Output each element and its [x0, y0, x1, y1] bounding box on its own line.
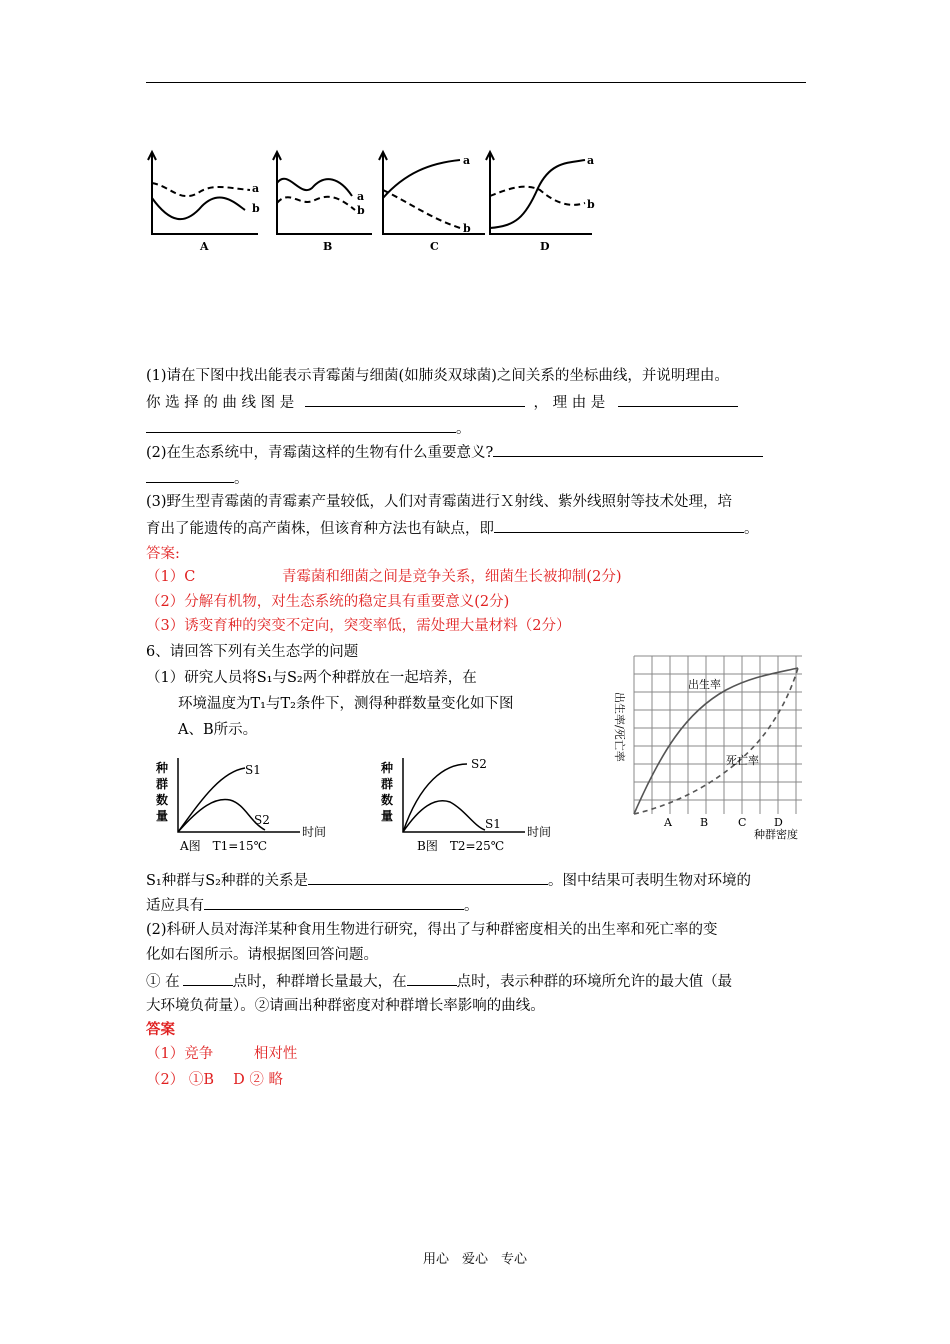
period: 。	[744, 521, 759, 537]
graph-a-y4: 量	[156, 809, 169, 823]
q5-p3-text: 育出了能遗传的高产菌株，但该育种方法也有缺点，即	[146, 521, 494, 537]
graph-b	[375, 752, 575, 860]
graph-a	[150, 752, 350, 860]
four-panel-curve-figure	[140, 148, 600, 258]
q6-s-line2	[146, 895, 479, 916]
birth-death-grid-chart	[606, 652, 816, 857]
q6-capacity-blank[interactable]	[407, 971, 457, 986]
curve-label-a-D: a	[587, 154, 595, 167]
graph-b-x-label: 时间	[527, 825, 552, 839]
graph-b-y3: 数	[381, 793, 394, 807]
q6-p2-line4: 大环境负荷量）。②请画出种群密度对种群增长率影响的曲线。	[146, 998, 545, 1014]
q5-p2-text: (2)在生态系统中，青霉菌这样的生物有什么重要意义?	[146, 445, 494, 461]
q6-relation-tail: 。图中结果可表明生物对环境的	[548, 873, 751, 889]
curve-label-a-B: a	[357, 190, 365, 203]
graph-a-y2: 群	[156, 777, 169, 791]
q6-p2-line1: (2)科研人员对海洋某种食用生物进行研究，得出了与种群密度相关的出生率和死亡率的变	[146, 922, 718, 938]
q6-p1-line1: （1）研究人员将S₁与S₂两个种群放在一起培养，在	[146, 670, 477, 686]
q5-p2-blank[interactable]	[493, 442, 763, 457]
graph-a-s1: S1	[245, 763, 261, 777]
q6-p2-mid: 点时，种群增长量最大，在	[232, 974, 407, 990]
q6-title: 6、请回答下列有关生态学的问题	[146, 644, 359, 660]
q5-p2-blank-cont[interactable]	[146, 468, 234, 483]
q6-max-growth-blank[interactable]	[183, 971, 233, 986]
q5-p2-line2	[146, 468, 249, 489]
graph-a-x-label: 时间	[302, 825, 327, 839]
q6-relation-blank[interactable]	[308, 870, 548, 885]
panel-label-d: D	[540, 240, 550, 253]
graph-b-y1: 种	[381, 761, 394, 775]
q6-adapt-blank[interactable]	[204, 895, 464, 910]
q5-answer-1	[146, 567, 621, 587]
curve-label-b-C: b	[463, 222, 471, 235]
period: 。	[464, 898, 479, 914]
q6-relation-label: S₁种群与S₂种群的关系是	[146, 873, 308, 889]
q5-p1-line3	[146, 418, 471, 439]
q5-ans1-num: （1）C	[146, 569, 196, 585]
q6-answer-title: 答案	[146, 1021, 175, 1038]
q5-p2-line1	[146, 442, 763, 463]
q5-answer-2: （2）分解有机物，对生态系统的稳定具有重要意义(2分)	[146, 594, 510, 610]
q6-p2-line3	[146, 971, 732, 992]
curve-label-a-C: a	[463, 154, 471, 167]
graph-b-caption: B图 T2=25℃	[417, 839, 505, 853]
q5-ans1-text: 青霉菌和细菌之间是竞争关系，细菌生长被抑制(2分)	[281, 569, 622, 585]
q5-p3-line1: (3)野生型青霉菌的青霉素产量较低，人们对青霉菌进行Ｘ射线、紫外线照射等技术处理，培	[146, 494, 733, 510]
graph-a-y1: 种	[156, 761, 169, 775]
curve-label-b-B: b	[357, 204, 365, 217]
grid-y-label: 出生率/死亡率	[613, 692, 626, 762]
panel-label-a: A	[200, 240, 209, 253]
q5-reason-label: ， 理 由 是	[533, 395, 606, 411]
birth-rate-label: 出生率	[688, 678, 721, 691]
q5-choice-label: 你 选 择 的 曲 线 图 是	[146, 395, 295, 411]
q6-ans1-b: 相对性	[253, 1046, 298, 1062]
period: 。	[456, 421, 471, 437]
q6-p1-line2: 环境温度为T₁与T₂条件下，测得种群数量变化如下图	[178, 696, 514, 712]
q6-p1-line3: A、B所示。	[178, 722, 258, 738]
graph-a-s2: S2	[254, 813, 270, 827]
curve-label-a-A: a	[252, 182, 260, 195]
q5-choice-blank[interactable]	[305, 392, 525, 407]
period: 。	[234, 471, 249, 487]
tick-d: D	[774, 816, 783, 829]
graph-b-s2: S2	[471, 757, 487, 771]
header-rule	[146, 82, 806, 83]
q6-ans1-a: （1）竞争	[146, 1046, 214, 1062]
graph-b-y2: 群	[381, 777, 394, 791]
q5-reason-blank[interactable]	[618, 392, 738, 407]
q6-p2-line2: 化如右图所示。请根据图回答问题。	[146, 947, 378, 963]
q5-p3-blank[interactable]	[494, 518, 744, 533]
graph-a-caption: A图 T1=15℃	[180, 839, 268, 853]
q6-p2-at-label: ① 在	[146, 974, 180, 990]
graph-b-s1: S1	[485, 817, 501, 831]
q5-p1-line2	[146, 392, 738, 413]
page-footer: 用心 爱心 专心	[422, 1252, 527, 1267]
q5-p1-line1: (1)请在下图中找出能表示青霉菌与细菌(如肺炎双球菌)之间关系的坐标曲线，并说明理由。	[146, 368, 729, 384]
tick-b: B	[700, 816, 709, 829]
panel-label-c: C	[430, 240, 439, 253]
panel-label-b: B	[323, 240, 333, 253]
q6-answer-1	[146, 1044, 297, 1064]
q6-answer-2: （2） ①B D ② 略	[146, 1072, 283, 1088]
grid-x-label: 种群密度	[754, 828, 798, 841]
death-rate-label: 死亡率	[726, 754, 759, 767]
q5-reason-blank-cont[interactable]	[146, 418, 456, 433]
q5-answer-title: 答案:	[146, 546, 180, 562]
graph-a-y3: 数	[156, 793, 169, 807]
q5-answer-3: （3）诱变育种的突变不定向，突变率低，需处理大量材料（2分）	[146, 618, 571, 634]
q6-p2-tail: 点时，表示种群的环境所允许的最大值（最	[456, 974, 733, 990]
q6-s-line1	[146, 870, 751, 891]
graph-b-y4: 量	[381, 809, 394, 823]
q6-adapt-label: 适应具有	[146, 898, 204, 914]
tick-c: C	[738, 816, 747, 829]
q5-p3-line2	[146, 518, 759, 539]
curve-label-b-D: b	[587, 198, 595, 211]
curve-label-b-A: b	[252, 202, 260, 215]
tick-a: A	[664, 816, 672, 829]
